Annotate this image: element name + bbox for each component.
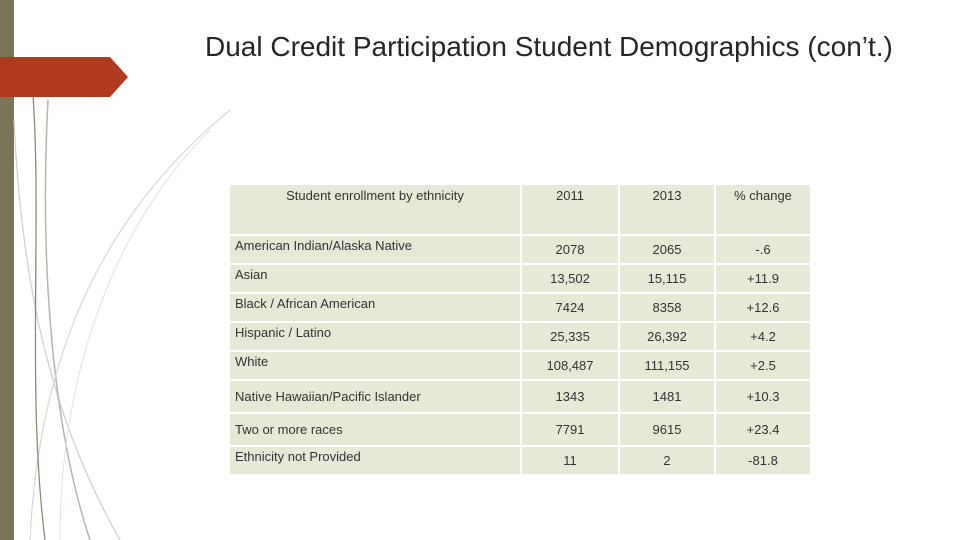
curve-line-5 xyxy=(30,60,45,540)
value-2011-cell: 25,335 xyxy=(522,323,618,350)
value-2011-cell: 11 xyxy=(522,447,618,474)
change-cell: +2.5 xyxy=(716,352,810,379)
value-2013-cell: 9615 xyxy=(620,414,714,445)
value-2011-cell: 13,502 xyxy=(522,265,618,292)
value-2013-cell: 111,155 xyxy=(620,352,714,379)
ethnicity-cell: American Indian/Alaska Native xyxy=(230,236,520,263)
ethnicity-cell: Black / African American xyxy=(230,294,520,321)
value-2013-cell: 15,115 xyxy=(620,265,714,292)
red-arrow-accent xyxy=(0,57,130,97)
ethnicity-cell: White xyxy=(230,352,520,379)
header-2013: 2013 xyxy=(620,185,714,234)
change-cell: -81.8 xyxy=(716,447,810,474)
curve-line-2 xyxy=(45,100,90,540)
table-header-row xyxy=(230,185,810,234)
curve-line-3 xyxy=(30,110,230,540)
ethnicity-cell: Ethnicity not Provided xyxy=(230,447,520,474)
header-2011: 2011 xyxy=(522,185,618,234)
value-2013-cell: 8358 xyxy=(620,294,714,321)
curve-line-4 xyxy=(60,130,210,540)
slide-title: Dual Credit Participation Student Demographics (con’t.) xyxy=(205,31,893,62)
header-percent-change: % change xyxy=(716,185,810,234)
value-2011-cell: 7424 xyxy=(522,294,618,321)
table-row xyxy=(230,381,810,412)
value-2013-cell: 2065 xyxy=(620,236,714,263)
value-2013-cell: 2 xyxy=(620,447,714,474)
change-cell: +12.6 xyxy=(716,294,810,321)
change-cell: +10.3 xyxy=(716,381,810,412)
ethnicity-cell: Native Hawaiian/Pacific Islander xyxy=(230,381,520,412)
table-row xyxy=(230,265,810,292)
ethnicity-table xyxy=(228,183,812,476)
change-cell: +11.9 xyxy=(716,265,810,292)
value-2013-cell: 1481 xyxy=(620,381,714,412)
change-cell: -.6 xyxy=(716,236,810,263)
value-2011-cell: 2078 xyxy=(522,236,618,263)
table-row xyxy=(230,447,810,474)
table-row xyxy=(230,352,810,379)
value-2011-cell: 1343 xyxy=(522,381,618,412)
change-cell: +4.2 xyxy=(716,323,810,350)
curve-line-1 xyxy=(14,120,120,540)
table-row xyxy=(230,414,810,445)
value-2011-cell: 7791 xyxy=(522,414,618,445)
header-ethnicity: Student enrollment by ethnicity xyxy=(230,185,520,234)
table-row xyxy=(230,236,810,263)
table-row xyxy=(230,294,810,321)
table-row xyxy=(230,323,810,350)
ethnicity-cell: Hispanic / Latino xyxy=(230,323,520,350)
ethnicity-cell: Asian xyxy=(230,265,520,292)
change-cell: +23.4 xyxy=(716,414,810,445)
value-2013-cell: 26,392 xyxy=(620,323,714,350)
ethnicity-cell: Two or more races xyxy=(230,414,520,445)
value-2011-cell: 108,487 xyxy=(522,352,618,379)
